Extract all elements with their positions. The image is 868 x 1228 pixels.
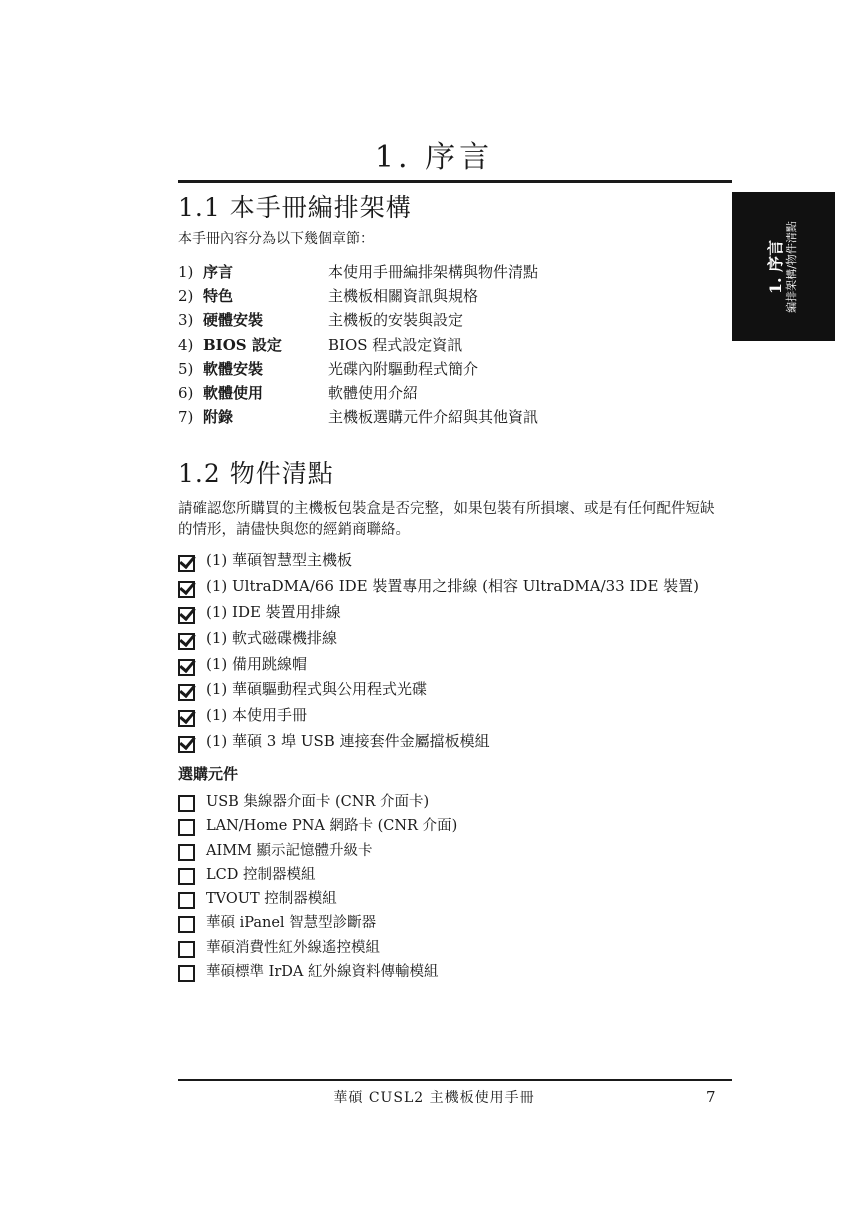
chapter-list [178, 260, 698, 429]
empty-checkbox-icon [178, 868, 195, 885]
optional-item-text: 華碩消費性紅外線遙控模組 [206, 939, 380, 956]
optional-components-heading: 選購元件 [178, 765, 239, 783]
list-item-number: 7) [178, 408, 194, 427]
optional-item-text: LCD 控制器模組 [206, 866, 316, 883]
list-item [178, 357, 698, 381]
empty-checkbox-icon [178, 819, 195, 836]
side-tab-title: 1. 序言 [765, 239, 785, 294]
optional-item [178, 863, 738, 887]
optional-items-list [178, 790, 738, 984]
list-item [178, 284, 698, 308]
checklist-item [178, 703, 738, 729]
side-tab-subtitle: 編排架構/物件清點 [784, 220, 798, 313]
optional-item [178, 839, 738, 863]
list-item-description: 主機板相關資訊與規格 [328, 287, 479, 306]
optional-item [178, 887, 738, 911]
checked-checkbox-icon [178, 555, 195, 572]
list-item-number: 3) [178, 311, 194, 330]
checked-checkbox-icon [178, 736, 195, 753]
list-item-number: 2) [178, 287, 194, 306]
list-item-name: 軟體安裝 [203, 359, 264, 378]
top-rule [178, 180, 732, 183]
page-number: 7 [706, 1088, 716, 1106]
checked-checkbox-icon [178, 659, 195, 676]
list-item-name: 附錄 [203, 408, 234, 427]
optional-item [178, 814, 738, 838]
checklist-item-text: (1) 華碩 3 埠 USB 連接套件金屬擋板模組 [206, 732, 490, 751]
checklist-item [178, 600, 738, 626]
checked-checkbox-icon [178, 710, 195, 727]
empty-checkbox-icon [178, 844, 195, 861]
list-item-description: BIOS 程式設定資訊 [328, 335, 463, 354]
empty-checkbox-icon [178, 916, 195, 933]
checked-checkbox-icon [178, 684, 195, 701]
optional-item [178, 960, 738, 984]
checked-checkbox-icon [178, 633, 195, 650]
checklist-item-text: (1) 華碩驅動程式與公用程式光碟 [206, 680, 428, 699]
checked-items-list [178, 548, 738, 755]
list-item-number: 4) [178, 335, 194, 354]
list-item-description: 本使用手冊編排架構與物件清點 [328, 263, 539, 281]
list-item-description: 軟體使用介紹 [328, 383, 419, 402]
chapter-side-tab [732, 192, 835, 341]
optional-item [178, 911, 738, 935]
checklist-item [178, 626, 738, 652]
list-item-name: BIOS 設定 [203, 335, 282, 354]
section-1-1-intro: 本手冊內容分為以下幾個章節： [178, 231, 374, 247]
checklist-item [178, 729, 738, 755]
checklist-item-text: (1) 備用跳線帽 [206, 654, 308, 673]
list-item-number: 1) [178, 263, 194, 281]
section-1-2-paragraph: 請確認您所購買的主機板包裝盒是否完整，如果包裝有所損壞、或是有任何配件短缺的情形，請儘快與您的經銷商聯絡。 [178, 501, 715, 538]
list-item [178, 333, 698, 357]
optional-item-text: LAN/Home PNA 網路卡 (CNR 介面) [206, 818, 458, 835]
section-1-2-heading: 1.2 物件清點 [178, 459, 334, 488]
list-item-description: 主機板的安裝與設定 [328, 311, 464, 330]
checklist-item-text: (1) 本使用手冊 [206, 706, 308, 725]
list-item [178, 381, 698, 405]
list-item [178, 308, 698, 332]
optional-item-text: USB 集線器介面卡 (CNR 介面卡) [206, 794, 430, 810]
list-item [178, 405, 698, 429]
checklist-item-text: (1) 華碩智慧型主機板 [206, 551, 353, 569]
list-item [178, 260, 698, 284]
checklist-item [178, 574, 738, 600]
chapter-title: 1. 序言 [374, 140, 494, 175]
checklist-item [178, 548, 738, 574]
optional-item [178, 790, 738, 814]
list-item-name: 硬體安裝 [203, 311, 264, 330]
checklist-item-text: (1) UltraDMA/66 IDE 裝置專用之排線 (相容 UltraDMA/33 IDE 裝置) [206, 576, 700, 595]
checklist-item-text: (1) 軟式磁碟機排線 [206, 628, 338, 647]
list-item-number: 6) [178, 383, 194, 402]
list-item-name: 序言 [203, 263, 234, 281]
optional-item-text: AIMM 顯示記憶體升級卡 [206, 842, 373, 859]
optional-item-text: 華碩 iPanel 智慧型診斷器 [206, 915, 377, 932]
empty-checkbox-icon [178, 795, 195, 812]
checked-checkbox-icon [178, 581, 195, 598]
list-item-name: 軟體使用 [203, 383, 264, 402]
checked-checkbox-icon [178, 607, 195, 624]
section-1-1-heading: 1.1 本手冊編排架構 [178, 193, 412, 222]
list-item-name: 特色 [203, 287, 234, 306]
list-item-description: 光碟內附驅動程式簡介 [328, 359, 479, 378]
optional-item [178, 936, 738, 960]
checklist-item [178, 652, 738, 678]
footer-rule [178, 1079, 732, 1081]
empty-checkbox-icon [178, 892, 195, 909]
empty-checkbox-icon [178, 965, 195, 982]
optional-item-text: 華碩標準 IrDA 紅外線資料傳輸模組 [206, 964, 439, 981]
optional-item-text: TVOUT 控制器模組 [206, 891, 337, 908]
list-item-number: 5) [178, 359, 194, 378]
empty-checkbox-icon [178, 941, 195, 958]
checklist-item [178, 677, 738, 703]
checklist-item-text: (1) IDE 裝置用排線 [206, 602, 341, 621]
footer-title: 華碩 CUSL2 主機板使用手冊 [333, 1090, 535, 1106]
list-item-description: 主機板選購元件介紹與其他資訊 [328, 408, 539, 427]
